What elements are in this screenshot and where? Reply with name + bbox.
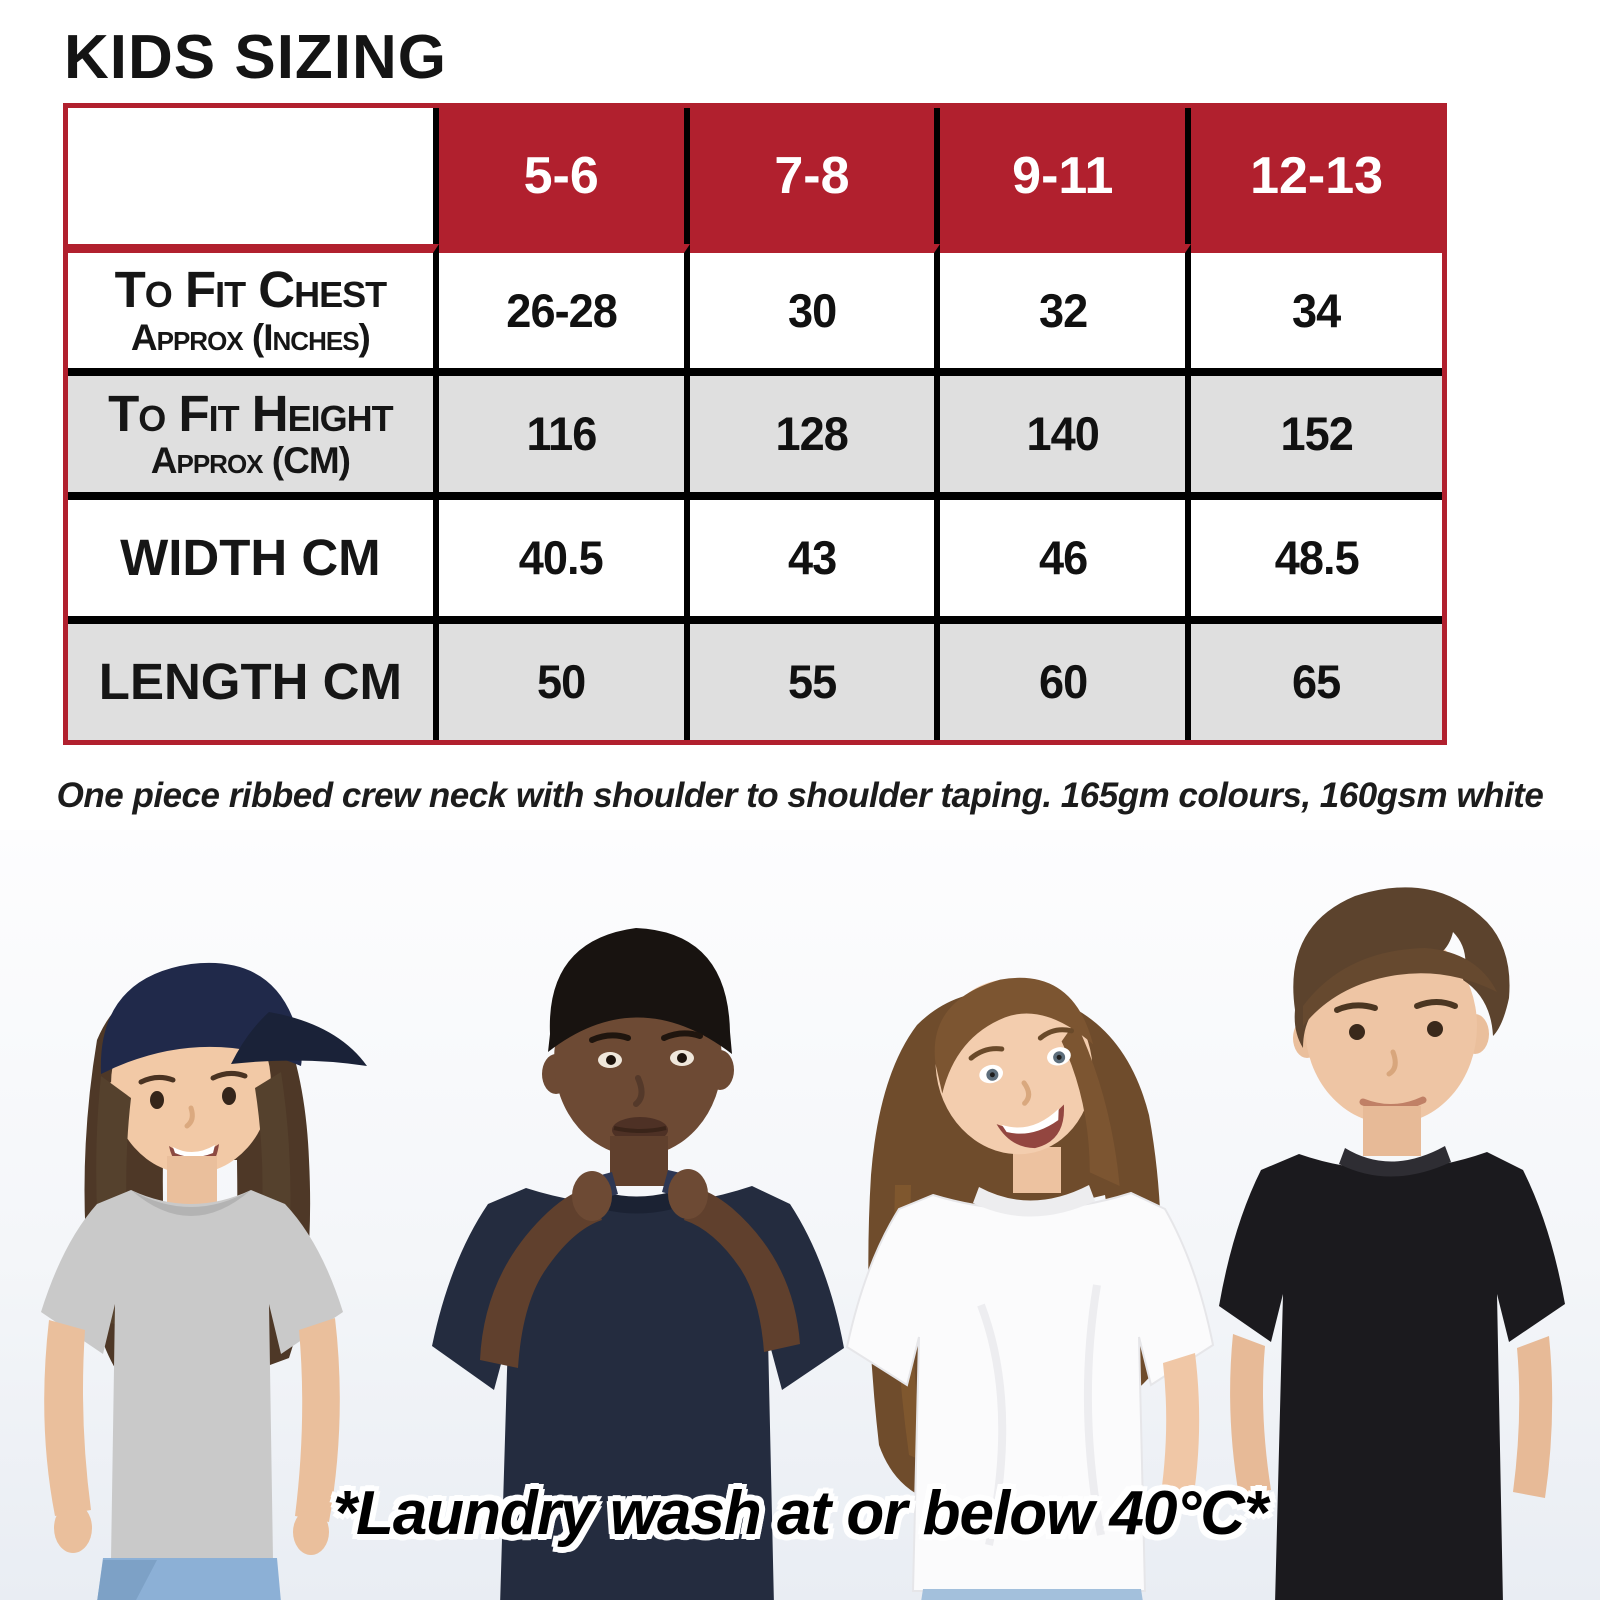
- row-label-chest-line2: Approx (Inches): [130, 316, 370, 358]
- chest-value-9-11: 32: [940, 244, 1191, 368]
- chest-value-12-13: 34: [1191, 244, 1442, 368]
- row-label-width: WIDTH CM: [68, 492, 439, 616]
- height-value-12-13: 152: [1191, 368, 1442, 492]
- chest-value-7-8: 30: [690, 244, 941, 368]
- row-label-chest: [68, 244, 439, 368]
- jeans: [919, 1589, 1145, 1600]
- row-label-length: LENGTH CM: [68, 616, 439, 740]
- height-value-5-6: 116: [439, 368, 690, 492]
- left-hand: [572, 1171, 612, 1221]
- length-value-9-11: 60: [940, 616, 1191, 740]
- laundry-footnote: *Laundry wash at or below 40°C*: [332, 1479, 1268, 1548]
- height-value-9-11: 140: [940, 368, 1191, 492]
- sizing-table: [63, 103, 1447, 745]
- width-value-7-8: 43: [690, 492, 941, 616]
- page-title: KIDS SIZING: [64, 23, 448, 92]
- length-value-7-8: 55: [690, 616, 941, 740]
- right-hand: [668, 1169, 708, 1219]
- height-value-7-8: 128: [690, 368, 941, 492]
- right-arm: [1513, 1336, 1552, 1498]
- width-value-9-11: 46: [940, 492, 1191, 616]
- row-label-height: [68, 368, 439, 492]
- header-col-12-13: 12-13: [1250, 146, 1384, 205]
- row-label-chest-line1: To Fit Chest: [114, 261, 387, 319]
- header-col-9-11: 9-11: [940, 108, 1191, 244]
- header-col-5-6: 5-6: [439, 108, 690, 244]
- header-col-7-8: 7-8: [690, 108, 941, 244]
- header-empty-cell: [68, 108, 439, 244]
- row-label-height-line2: Approx (CM): [150, 440, 350, 482]
- row-label-height-line1: To Fit Height: [108, 384, 393, 442]
- length-value-12-13: 65: [1191, 616, 1442, 740]
- chest-value-5-6: 26-28: [439, 244, 690, 368]
- length-value-5-6: 50: [439, 616, 690, 740]
- product-caption: One piece ribbed crew neck with shoulder to shoulder taping. 165gm colours, 160gsm white: [56, 776, 1544, 815]
- width-value-12-13: 48.5: [1191, 492, 1442, 616]
- width-value-5-6: 40.5: [439, 492, 690, 616]
- photo-strip: [0, 830, 1600, 1600]
